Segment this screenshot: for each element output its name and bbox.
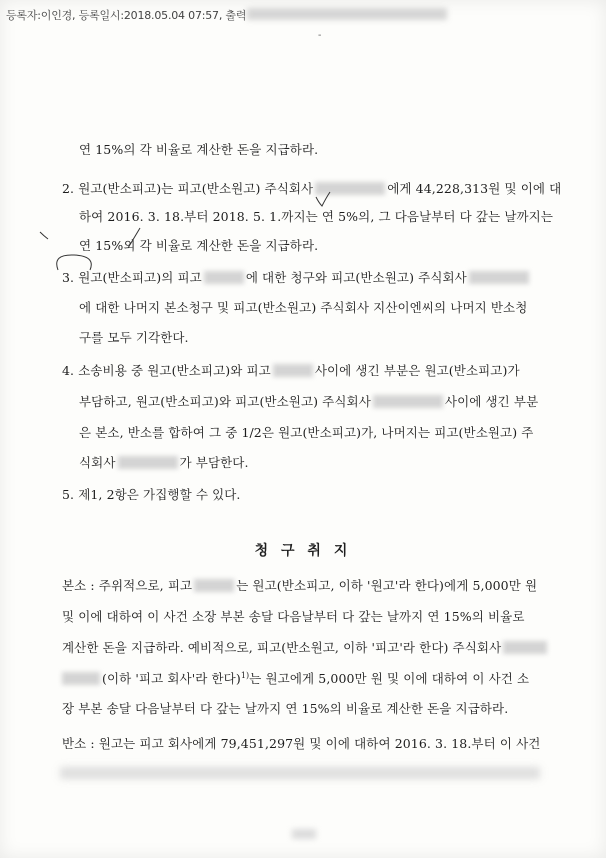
order-line-10: 은 본소, 반소를 합하여 그 중 1/2은 원고(반소피고)가, 나머지는 피고(반소원고) 주 xyxy=(79,425,534,440)
order-item-4 xyxy=(62,361,520,379)
redacted-name xyxy=(204,271,244,284)
order-line-1: 연 15%의 각 비율로 계산한 돈을 지급하라. xyxy=(79,142,319,157)
order-item-4-text-a: 4. 소송비용 중 원고(반소피고)와 피고 xyxy=(62,363,271,378)
claim-line-4-text-b: (이하 '피고 회사'라 한다) xyxy=(102,671,241,686)
redacted-name xyxy=(62,672,100,685)
redacted-name xyxy=(469,271,529,284)
redacted-name xyxy=(373,395,443,408)
order-line-3: 하여 2016. 3. 18.부터 2018. 5. 1.까지는 연 5%의, 그 다음날부터 다 갚는 날까지는 xyxy=(79,209,554,224)
order-item-4-text-b: 사이에 생긴 부분은 원고(반소피고)가 xyxy=(314,363,520,378)
claim-line-3-text: 계산한 돈을 지급하라. 예비적으로, 피고(반소원고, 이하 '피고'라 한다) 주식회사 xyxy=(62,640,502,655)
claim-line-5: 장 부본 송달 다음날부터 다 갚는 날까지 연 15%의 비율로 계산한 돈을 지급하라. xyxy=(62,701,509,716)
redacted-name xyxy=(315,182,385,195)
redacted-line xyxy=(60,767,540,779)
top-mark: - xyxy=(318,30,322,41)
order-item-2-text-a: 2. 원고(반소피고)는 피고(반소원고) 주식회사 xyxy=(62,181,314,196)
redacted-name xyxy=(503,641,547,654)
page-number-redacted xyxy=(292,829,316,839)
order-line-4: 연 15%의 각 비율로 계산한 돈을 지급하라. xyxy=(79,238,319,253)
redacted-name xyxy=(273,364,313,377)
claim-line-1-text-a: 본소 : 주위적으로, 피고 xyxy=(62,578,193,593)
order-line-7: 구를 모두 기각한다. xyxy=(79,330,189,345)
redacted-name xyxy=(194,579,234,592)
order-item-2 xyxy=(62,179,561,197)
claim-line-4-text-c: 는 원고에게 5,000만 원 및 이에 대하여 이 사건 소 xyxy=(249,671,530,686)
claim-line-6: 반소 : 원고는 피고 회사에게 79,451,297원 및 이에 대하여 2016. 3. 18.부터 이 사건 xyxy=(62,736,541,751)
order-line-9-text-b: 사이에 생긴 부분 xyxy=(444,394,539,409)
claim-line-4 xyxy=(62,669,529,687)
order-line-11 xyxy=(79,453,249,471)
order-line-11-text-a: 식회사 xyxy=(79,455,116,470)
order-item-5: 5. 제1, 2항은 가집행할 수 있다. xyxy=(62,487,241,502)
claim-line-3 xyxy=(62,638,549,656)
order-line-6: 에 대한 나머지 본소청구 및 피고(반소원고) 주식회사 지산이엔씨의 나머지 반소청 xyxy=(79,300,528,315)
order-line-11-text-b: 가 부담한다. xyxy=(179,455,249,470)
order-item-3 xyxy=(62,268,531,286)
order-line-9 xyxy=(79,392,538,410)
redacted-name xyxy=(118,456,178,469)
order-line-9-text-a: 부담하고, 원고(반소피고)와 피고(반소원고) 주식회사 xyxy=(79,394,371,409)
claim-line-1-text-b: 는 원고(반소피고, 이하 '원고'라 한다)에게 5,000만 원 xyxy=(236,578,538,593)
order-item-2-text-b: 에게 44,228,313원 및 이에 대 xyxy=(387,181,562,196)
print-header: 등록자:이인경, 등록일시:2018.05.04 07:57, 출력 xyxy=(6,9,247,22)
redacted-header xyxy=(247,8,447,20)
order-item-3-text-b: 에 대한 청구와 피고(반소원고) 주식회사 xyxy=(245,270,467,285)
claim-line-2: 및 이에 대하여 이 사건 소장 부본 송달 다음날부터 다 갚는 날까지 연 15%의 비율로 xyxy=(62,609,525,624)
section-title: 청 구 취 지 xyxy=(254,543,352,559)
pen-tick-2 xyxy=(40,232,48,239)
footnote-mark: 1) xyxy=(240,670,250,680)
claim-line-1 xyxy=(62,576,537,594)
order-item-3-text-a: 3. 원고(반소피고)의 피고 xyxy=(62,270,202,285)
